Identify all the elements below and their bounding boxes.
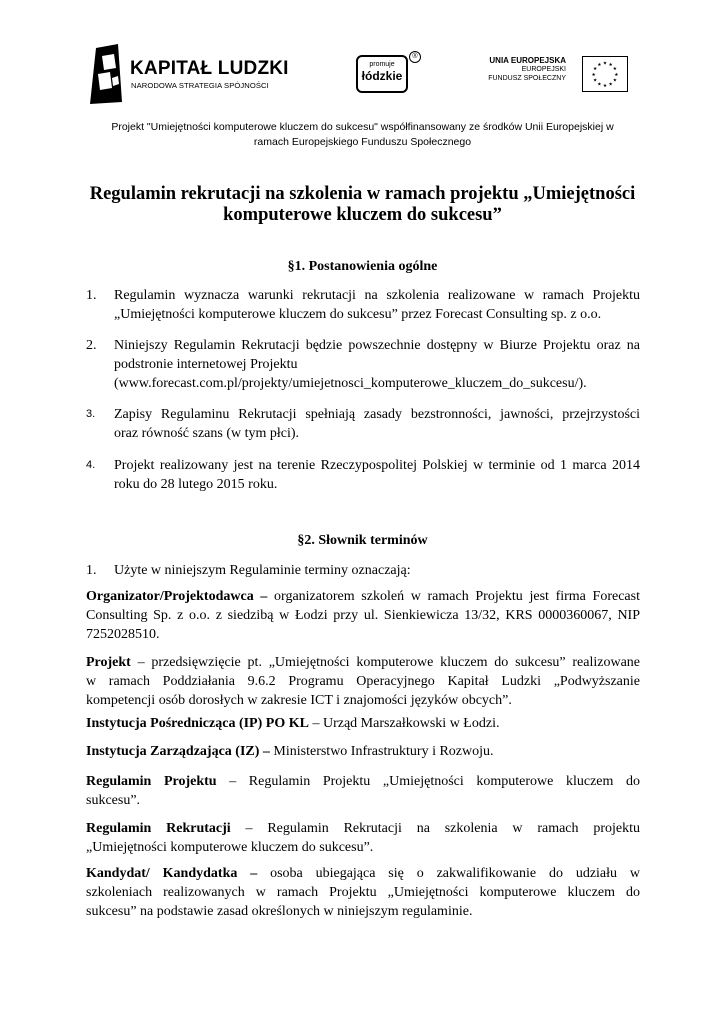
svg-text:★: ★	[612, 78, 617, 84]
term-definition: „Umiejętności komputerowe kluczem do sukcesu”.	[86, 840, 374, 855]
svg-text:★: ★	[593, 78, 598, 84]
item-line: Zapisy Regulaminu Rekrutacji spełniają zasady bezstronności, jawności, przejrzystości	[114, 407, 640, 422]
cofinancing-line-1: Projekt "Umiejętności komputerowe kluczem do sukcesu" współfinansowany ze środków Unii Europejskiej w	[111, 121, 614, 133]
eu-line-2: EUROPEJSKI	[521, 66, 566, 73]
term-definition: Ministerstwo Infrastruktury i Rozwoju.	[269, 744, 494, 759]
term-definition: – Regulamin Projektu „Umiejętności komputerowe kluczem do	[216, 774, 640, 789]
term-definition: Consulting Sp. z o.o. z siedzibą w Łodzi przy ul. Sienkiewicza 13/32, KRS 0000360067, NIP	[86, 608, 640, 623]
eu-line-1: UNIA EUROPEJSKA	[489, 56, 566, 65]
kapital-ludzki-emblem-icon	[88, 44, 126, 104]
term-projekt	[86, 653, 640, 710]
eu-line-3: FUNDUSZ SPOŁECZNY	[488, 74, 566, 82]
term-organizator	[86, 587, 640, 644]
eu-logo	[488, 52, 636, 98]
svg-text:★: ★	[602, 84, 608, 90]
title-line-1: Regulamin rekrutacji na szkolenia w ramach projektu „Umiejętności	[89, 184, 636, 204]
item-number: 3.	[86, 408, 96, 420]
intro-text: Użyte w niniejszym Regulaminie terminy oznaczają:	[114, 563, 411, 578]
section-1-heading: §1. Postanowienia ogólne	[287, 259, 438, 274]
term-definition: – Urząd Marszałkowski w Łodzi.	[308, 716, 500, 731]
term-definition: kompetencji osób dorosłych w zakresie ICT i znajomości języków obcych”.	[86, 693, 512, 708]
svg-text:★: ★	[602, 61, 608, 67]
term-definition: – Regulamin Rekrutacji na szkolenia w ramach projektu	[230, 821, 640, 836]
term-definition: w ramach Poddziałania 9.6.2 Programu Operacyjnego Kapitał Ludzki „Podwyższanie	[86, 674, 640, 689]
item-line: „Umiejętności komputerowe kluczem do sukcesu” przez Forecast Consulting sp. z o.o.	[114, 307, 602, 322]
term-definition: sukcesu”.	[86, 793, 141, 808]
kapital-ludzki-logo	[88, 44, 288, 106]
item-line: oraz równość szans (w tym płci).	[114, 426, 300, 441]
svg-text:★: ★	[591, 72, 596, 78]
term-definition: osoba ubiegająca się o zakwalifikowanie do udziału w	[257, 866, 640, 881]
kapital-ludzki-title: KAPITAŁ LUDZKI	[130, 58, 289, 79]
term-label: Organizator/Projektodawca –	[86, 589, 268, 604]
item-number: 1.	[86, 288, 97, 303]
term-definition: organizatorem szkoleń w ramach Projektu jest firma Forecast	[267, 589, 640, 604]
cofinancing-line-2: ramach Europejskiego Funduszu Społecznego	[253, 136, 472, 148]
section-1-item-2	[86, 336, 640, 393]
term-label: Projekt	[86, 655, 131, 670]
section-1-item-3	[86, 405, 640, 443]
section-2-heading: §2. Słownik terminów	[297, 533, 428, 548]
term-label: Regulamin Projektu	[86, 774, 217, 789]
term-iz	[86, 742, 640, 761]
term-kandydat	[86, 864, 640, 921]
item-line: Niniejszy Regulamin Rekrutacji będzie powszechnie dostępny w Biurze Projektu oraz na	[114, 338, 640, 353]
term-label: Regulamin Rekrutacji	[86, 821, 231, 836]
lodzkie-main-text: łódzkie	[361, 69, 403, 83]
svg-text:★: ★	[593, 67, 598, 73]
item-number: 1.	[86, 563, 97, 578]
cofinancing-note	[70, 120, 655, 150]
term-ip	[86, 714, 640, 733]
term-label: Instytucja Zarządzająca (IZ) –	[86, 744, 270, 759]
term-label: Instytucja Pośrednicząca (IP) PO KL	[86, 716, 309, 731]
svg-text:★: ★	[597, 82, 602, 88]
term-definition: 7252028510.	[86, 627, 160, 642]
title-line-2: komputerowe kluczem do sukcesu”	[223, 205, 502, 225]
item-line: Regulamin wyznacza warunki rekrutacji na szkolenia realizowane w ramach Projektu	[114, 288, 640, 303]
eu-flag-icon	[582, 56, 628, 92]
item-line: Projekt realizowany jest na terenie Rzeczypospolitej Polskiej w terminie od 1 marca 2014	[114, 458, 640, 473]
eu-logo-text	[488, 56, 566, 83]
item-line: (www.forecast.com.pl/projekty/umiejetnosci_komputerowe_kluczem_do_sukcesu/).	[114, 376, 587, 391]
svg-text:★: ★	[608, 82, 613, 88]
lodzkie-small-text: promuje	[369, 61, 395, 68]
document-title	[70, 184, 655, 226]
lodzkie-logo	[356, 55, 408, 93]
section-2-intro	[86, 561, 640, 580]
item-number: 4.	[86, 459, 96, 471]
section-1-item-4	[86, 456, 640, 494]
item-number: 2.	[86, 338, 97, 353]
item-line: podstronie internetowej Projektu	[114, 357, 298, 372]
term-regulamin-rekrutacji	[86, 819, 640, 857]
item-line: roku do 28 lutego 2015 roku.	[114, 477, 278, 492]
svg-text:★: ★	[614, 72, 619, 78]
svg-text:★: ★	[597, 63, 602, 69]
svg-text:★: ★	[608, 63, 613, 69]
kapital-ludzki-subtitle: NARODOWA STRATEGIA SPÓJNOŚCI	[131, 81, 269, 90]
term-label: Kandydat/ Kandydatka –	[86, 866, 258, 881]
term-definition: sukcesu” na podstawie zasad określonych w niniejszym regulaminie.	[86, 904, 473, 919]
svg-text:★: ★	[612, 67, 617, 73]
section-1-item-1	[86, 286, 640, 324]
registered-mark: ®	[409, 51, 421, 63]
term-definition: szkoleniach realizowanych w ramach Projektu „Umiejętności komputerowe kluczem do	[86, 885, 640, 900]
term-definition: – przedsięwzięcie pt. „Umiejętności komputerowe kluczem do sukcesu” realizowane	[130, 655, 640, 670]
term-regulamin-projektu	[86, 772, 640, 810]
